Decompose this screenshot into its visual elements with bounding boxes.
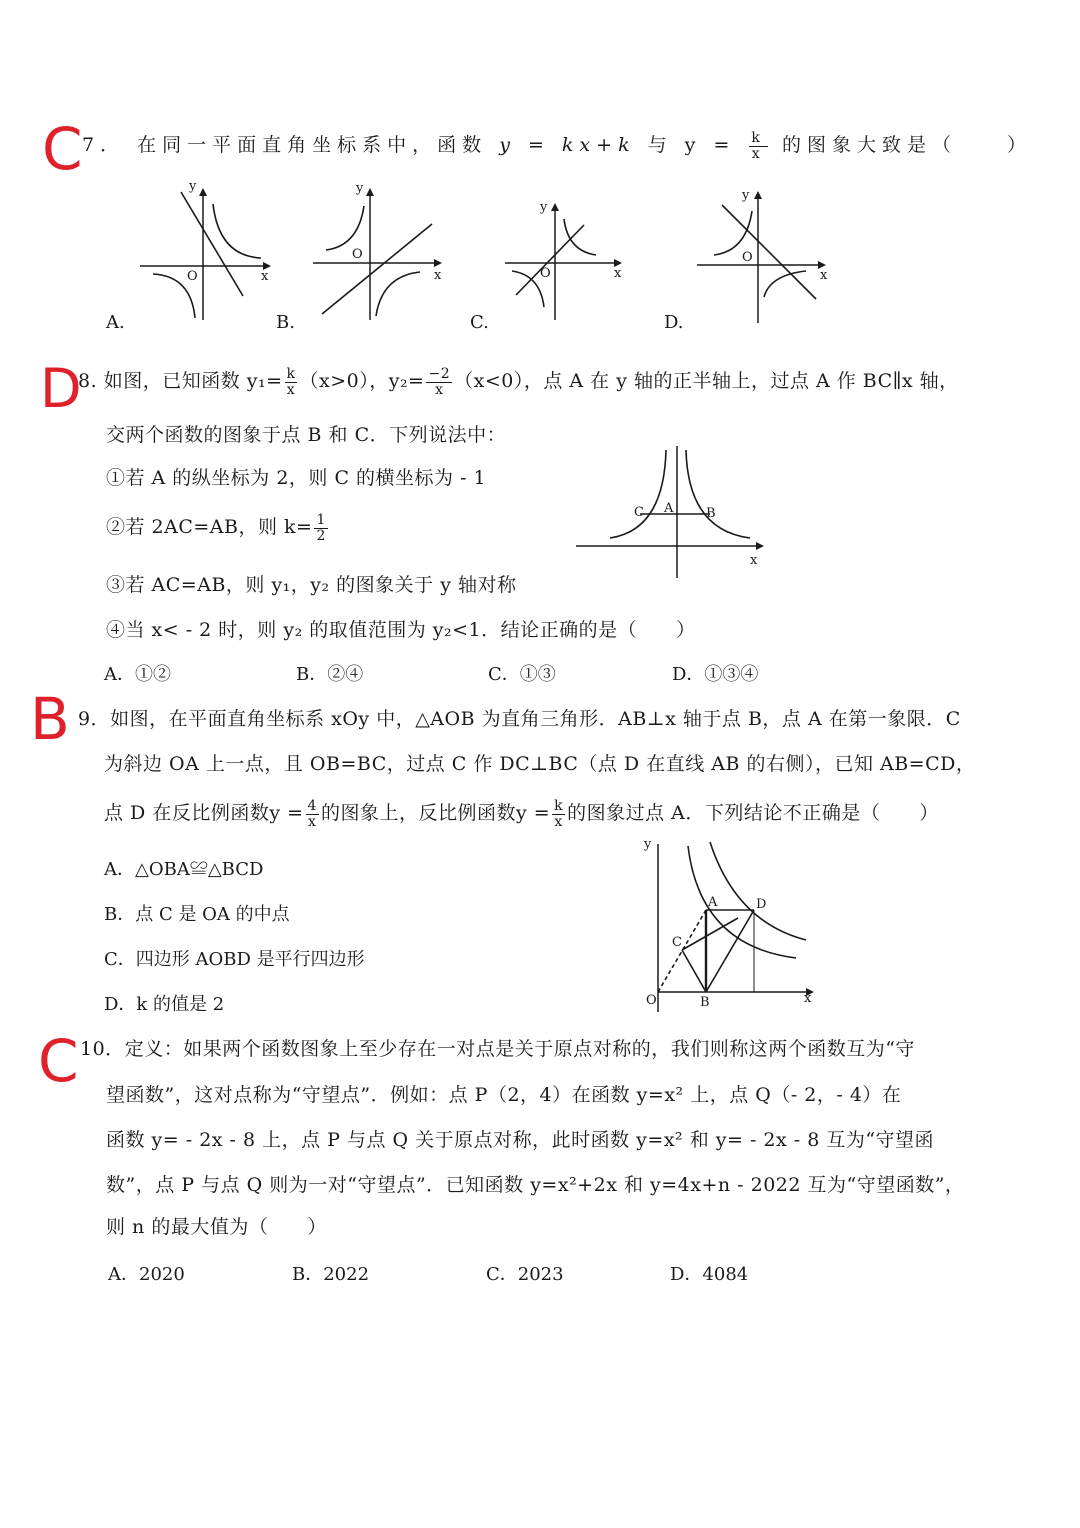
q9-line-1 bbox=[78, 704, 961, 731]
q9-label-b: B bbox=[700, 995, 710, 1010]
q7-graph-b-origin: O bbox=[352, 247, 363, 262]
q8-statement-2 bbox=[106, 512, 330, 544]
q7-graph-d-x-label: x bbox=[820, 268, 828, 283]
q7-graph-a-y-arrow bbox=[199, 188, 207, 196]
q8-frac-2-den: x bbox=[435, 381, 444, 398]
q10-option-c: C．2023 bbox=[486, 1264, 564, 1285]
q8-line1-c: （x<0），点 A 在 y 轴的正半轴上，过点 A 作 BC∥x 轴， bbox=[454, 370, 959, 392]
q8-s2-frac-num: 1 bbox=[316, 511, 326, 528]
q7-graph-a-x-label: x bbox=[261, 269, 269, 284]
q7-graph-d-hyperbola-q4 bbox=[764, 271, 806, 297]
q7-graph-a-hyperbola-q1 bbox=[213, 204, 261, 258]
q9-line3-c: 的图象过点 A．下列结论不正确是（ ） bbox=[567, 802, 939, 824]
q7-frac-num: k bbox=[751, 129, 766, 146]
q7-graph-d-y-label: y bbox=[742, 188, 750, 203]
q9-frac-2 bbox=[552, 799, 565, 830]
q9-line-3 bbox=[104, 798, 939, 830]
q8-number: 8. bbox=[78, 370, 98, 392]
q9-number: 9． bbox=[78, 708, 111, 730]
q8-s2-frac bbox=[314, 513, 327, 544]
q8-s2-a: ②若 2AC=AB，则 k= bbox=[106, 516, 313, 538]
q8-line-1 bbox=[78, 366, 959, 398]
grade-mark-q7: C bbox=[42, 115, 83, 183]
grade-mark-q9: B bbox=[30, 685, 70, 753]
q9-label-x: x bbox=[804, 991, 812, 1006]
grade-mark-q10: C bbox=[38, 1027, 79, 1095]
q8-statement-4: ④当 x< - 2 时，则 y₂ 的取值范围为 y₂<1．结论正确的是（ ） bbox=[106, 619, 696, 641]
q9-label-a: A bbox=[708, 895, 718, 910]
q8-label-x: x bbox=[750, 553, 758, 568]
q8-label-b: B bbox=[706, 506, 716, 521]
q8-frac-1 bbox=[285, 367, 298, 398]
q10-line-2: 望函数”，这对点称为“守望点”．例如：点 P（2，4）在函数 y=x² 上，点 Q（- 2，- 4）在 bbox=[106, 1084, 902, 1106]
q7-graph-c-hyperbola-q1 bbox=[564, 219, 596, 255]
q9-frac-1-num: 4 bbox=[307, 797, 317, 814]
q9-option-b: B．点 C 是 OA 的中点 bbox=[104, 904, 290, 925]
q7-graph-a bbox=[135, 180, 285, 325]
q7-graph-c-origin: O bbox=[540, 266, 551, 281]
q10-line-3: 函数 y= - 2x - 8 上，点 P 与点 Q 关于原点对称，此时函数 y=x² 和 y= - 2x - 8 互为“守望函 bbox=[106, 1129, 935, 1151]
q8-frac-2 bbox=[426, 367, 452, 398]
q8-label-c: C bbox=[634, 505, 644, 520]
q7-text-mid: 与 y = bbox=[647, 134, 736, 156]
q8-figure bbox=[570, 440, 775, 580]
q8-statement-1: ①若 A 的纵坐标为 2，则 C 的横坐标为 - 1 bbox=[106, 467, 487, 489]
q9-line1-text: 如图，在平面直角坐标系 xOy 中，△AOB 为直角三角形．AB⊥x 轴于点 B，点 A 在第一象限．C bbox=[110, 708, 961, 730]
q7-graph-c bbox=[500, 195, 635, 325]
q9-label-c: C bbox=[672, 935, 682, 950]
q9-frac-1 bbox=[306, 799, 319, 830]
q10-line-4: 数”，点 P 与点 Q 则为一对“守望点”．已知函数 y=x²+2x 和 y=4x+n - 2022 互为“守望函数”， bbox=[106, 1174, 965, 1196]
q8-option-a: A．①② bbox=[104, 664, 171, 685]
q8-frac-1-den: x bbox=[286, 381, 296, 398]
q9-frac-2-num: k bbox=[554, 797, 564, 814]
q7-number: 7． bbox=[82, 134, 126, 156]
q7-text-pre: 在同一平面直角坐标系中，函数 bbox=[137, 134, 500, 156]
q7-graph-b-hyperbola-q2 bbox=[326, 206, 364, 250]
q10-line1-text: 定义：如果两个函数图象上至少存在一对点是关于原点对称的，我们则称这两个函数互为“守 bbox=[124, 1038, 915, 1060]
q8-label-a: A bbox=[664, 501, 674, 516]
q7-graph-b-line bbox=[322, 224, 432, 314]
q7-frac-den: x bbox=[751, 145, 766, 162]
q9-segment-bc bbox=[682, 950, 706, 992]
q8-curve-y2 bbox=[610, 450, 666, 538]
q8-frac-1-num: k bbox=[286, 365, 296, 382]
q8-line-2: 交两个函数的图象于点 B 和 C．下列说法中： bbox=[106, 424, 507, 446]
q10-option-b: B．2022 bbox=[292, 1264, 370, 1285]
q8-option-c: C．①③ bbox=[488, 664, 556, 685]
q7-func1: y = kx+k bbox=[499, 134, 636, 156]
q7-graph-b-x-arrow bbox=[434, 259, 442, 267]
q7-graph-c-y-arrow bbox=[551, 203, 559, 211]
q7-fraction bbox=[749, 131, 767, 162]
q7-option-c: C. bbox=[470, 312, 489, 333]
q9-label-y: y bbox=[644, 837, 652, 852]
q8-line1-a: 如图，已知函数 y₁= bbox=[103, 370, 283, 392]
q9-label-o: O bbox=[646, 993, 657, 1008]
q7-graph-c-x-label: x bbox=[614, 266, 622, 281]
q7-graph-d-line bbox=[722, 205, 816, 299]
q8-x-arrow bbox=[756, 542, 764, 550]
q9-line-2: 为斜边 OA 上一点，且 OB=BC，过点 C 作 DC⊥BC（点 D 在直线 AB 的右侧），已知 AB=CD， bbox=[104, 753, 976, 775]
q8-line1-b: （x>0），y₂= bbox=[299, 370, 425, 392]
q9-frac-1-den: x bbox=[308, 813, 317, 830]
q7-graph-c-y-label: y bbox=[540, 200, 548, 215]
q7-text-post: 的图象大致是（ ） bbox=[781, 134, 1032, 156]
q7-option-b: B. bbox=[276, 312, 295, 333]
q7-graph-b bbox=[308, 180, 458, 325]
q7-graph-b-y-arrow bbox=[366, 188, 374, 196]
q8-frac-2-num: −2 bbox=[428, 365, 451, 382]
q8-option-b: B．②④ bbox=[296, 664, 364, 685]
q7-graph-b-hyperbola-q4 bbox=[376, 272, 420, 316]
q9-line3-a: 点 D 在反比例函数y = bbox=[104, 802, 304, 824]
q8-statement-3: ③若 AC=AB，则 y₁，y₂ 的图象关于 y 轴对称 bbox=[106, 574, 517, 596]
q10-number: 10． bbox=[80, 1038, 125, 1060]
q9-option-a: A．△OBA≌△BCD bbox=[104, 859, 264, 880]
q9-segment-cd bbox=[682, 918, 738, 950]
q7-option-a: A. bbox=[106, 312, 125, 333]
q7-graph-a-y-label: y bbox=[189, 180, 197, 194]
q10-option-a: A．2020 bbox=[108, 1264, 185, 1285]
q9-label-d: D bbox=[756, 897, 767, 912]
q10-line-1 bbox=[80, 1034, 915, 1061]
q9-figure bbox=[640, 836, 825, 1014]
q7-graph-b-x-label: x bbox=[434, 268, 442, 283]
q8-curve-y1 bbox=[686, 450, 750, 538]
q7-graph-c-line bbox=[516, 225, 584, 295]
q9-option-d: D．k 的值是 2 bbox=[104, 994, 225, 1015]
grade-mark-q8: D bbox=[40, 357, 82, 420]
q10-option-d: D．4084 bbox=[670, 1264, 749, 1285]
q7-stem bbox=[82, 130, 1032, 162]
q9-frac-2-den: x bbox=[554, 813, 563, 830]
q7-graph-d-hyperbola-q2 bbox=[714, 211, 752, 255]
q7-graph-d-origin: O bbox=[742, 250, 753, 265]
q8-option-d: D．①③④ bbox=[672, 664, 759, 685]
q7-graph-a-origin: O bbox=[187, 269, 198, 284]
q7-graph-d-y-arrow bbox=[754, 191, 762, 199]
q10-line-5: 则 n 的最大值为（ ） bbox=[106, 1216, 327, 1238]
q7-graph-d bbox=[692, 183, 842, 325]
q7-option-d: D. bbox=[664, 312, 684, 333]
q7-graph-b-y-label: y bbox=[356, 181, 364, 196]
q8-s2-frac-den: 2 bbox=[316, 527, 326, 544]
q9-option-c: C．四边形 AOBD 是平行四边形 bbox=[104, 949, 365, 970]
q9-line3-b: 的图象上，反比例函数y = bbox=[320, 802, 551, 824]
